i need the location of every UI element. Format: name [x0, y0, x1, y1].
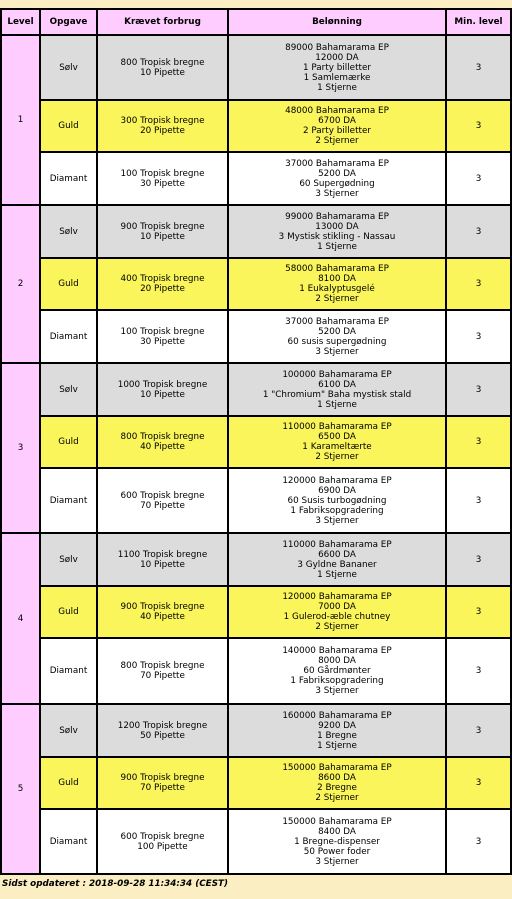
table-header-row	[1, 9, 511, 35]
forbrug-cell	[97, 586, 228, 638]
table-row	[1, 586, 511, 638]
belonning-line: 3 Gyldne Bananer	[297, 559, 377, 570]
table-row	[1, 533, 511, 586]
belonning-cell	[228, 809, 446, 874]
table-row	[1, 416, 511, 468]
belonning-line: 1 Fabriksopgradering	[290, 505, 384, 516]
forbrug-line: 100 Tropisk bregne	[120, 168, 205, 179]
belonning-cell	[228, 468, 446, 533]
belonning-line: 2 Stjerner	[315, 793, 359, 803]
belonning-line: 1 Stjerne	[317, 740, 357, 751]
table-row	[1, 704, 511, 757]
belonning-line: 2 Party billetter	[302, 126, 372, 136]
forbrug-line: 400 Tropisk bregne	[120, 274, 205, 284]
belonning-line: 2 Stjerner	[315, 136, 359, 146]
belonning-cell	[228, 205, 446, 258]
belonning-line: 1 Stjerne	[317, 399, 357, 410]
belonning-line: 110000 Bahamarama EP	[282, 422, 392, 432]
forbrug-line: 300 Tropisk bregne	[120, 116, 205, 126]
min-level-cell: 3	[446, 586, 511, 638]
forbrug-line: 70 Pipette	[140, 500, 185, 511]
belonning-line: 160000 Bahamarama EP	[282, 710, 392, 721]
table-row	[1, 205, 511, 258]
belonning-line: 1 Bregne-dispenser	[294, 836, 380, 847]
header-kraevet-forbrug: Krævet forbrug	[97, 9, 228, 35]
opgave-cell: Sølv	[40, 363, 97, 416]
opgave-cell: Sølv	[40, 205, 97, 258]
forbrug-line: 600 Tropisk bregne	[120, 490, 205, 501]
belonning-line: 3 Mystisk stikling - Nassau	[278, 231, 396, 242]
belonning-line: 8000 DA	[318, 656, 356, 666]
belonning-cell	[228, 586, 446, 638]
belonning-line: 8100 DA	[318, 274, 356, 284]
opgave-cell: Sølv	[40, 533, 97, 586]
table-row	[1, 363, 511, 416]
belonning-line: 120000 Bahamarama EP	[282, 475, 392, 486]
table-row	[1, 809, 511, 874]
belonning-line: 1 Eukalyptusgelé	[299, 284, 375, 294]
header-belonning: Belønning	[228, 9, 446, 35]
belonning-line: 3 Stjerner	[315, 346, 359, 357]
table-row	[1, 152, 511, 205]
belonning-cell	[228, 757, 446, 809]
belonning-line: 150000 Bahamarama EP	[282, 816, 392, 827]
belonning-line: 3 Stjerner	[315, 188, 359, 199]
min-level-cell: 3	[446, 35, 511, 100]
belonning-line: 120000 Bahamarama EP	[282, 592, 392, 602]
belonning-line: 6900 DA	[318, 485, 356, 496]
min-level-cell: 3	[446, 205, 511, 258]
belonning-line: 2 Stjerner	[315, 294, 359, 304]
forbrug-line: 900 Tropisk bregne	[120, 221, 205, 232]
opgave-cell: Guld	[40, 416, 97, 468]
forbrug-cell	[97, 363, 228, 416]
belonning-line: 60 susis supergødning	[287, 336, 387, 347]
forbrug-line: 10 Pipette	[140, 559, 185, 570]
min-level-cell: 3	[446, 809, 511, 874]
forbrug-line: 70 Pipette	[140, 671, 185, 681]
min-level-cell: 3	[446, 416, 511, 468]
table-body	[1, 35, 511, 874]
forbrug-line: 20 Pipette	[140, 126, 185, 136]
level-cell: 5	[1, 704, 40, 874]
belonning-line: 3 Stjerner	[315, 856, 359, 867]
min-level-cell: 3	[446, 363, 511, 416]
forbrug-line: 800 Tropisk bregne	[120, 57, 205, 68]
belonning-cell	[228, 152, 446, 205]
belonning-line: 140000 Bahamarama EP	[282, 646, 392, 656]
level-cell: 2	[1, 205, 40, 363]
forbrug-line: 100 Pipette	[137, 841, 188, 852]
belonning-line: 1 Gulerod-æble chutney	[283, 612, 391, 622]
belonning-line: 3 Stjerner	[315, 515, 359, 526]
forbrug-cell	[97, 809, 228, 874]
forbrug-cell	[97, 704, 228, 757]
belonning-line: 1 Stjerne	[317, 241, 357, 252]
belonning-line: 13000 DA	[315, 221, 359, 232]
forbrug-line: 100 Tropisk bregne	[120, 326, 205, 337]
belonning-cell	[228, 35, 446, 100]
belonning-line: 5200 DA	[318, 168, 356, 179]
belonning-line: 37000 Bahamarama EP	[285, 158, 389, 169]
belonning-line: 2 Bregne	[317, 783, 357, 793]
header-min-level: Min. level	[446, 9, 511, 35]
belonning-line: 50 Power foder	[303, 846, 371, 857]
opgave-cell: Diamant	[40, 310, 97, 363]
forbrug-cell	[97, 533, 228, 586]
belonning-cell	[228, 363, 446, 416]
min-level-cell: 3	[446, 100, 511, 152]
belonning-line: 58000 Bahamarama EP	[285, 264, 389, 274]
belonning-line: 3 Stjerner	[315, 686, 359, 696]
belonning-line: 1 "Chromium" Baha mystisk stald	[262, 389, 412, 400]
table-row	[1, 35, 511, 100]
forbrug-line: 900 Tropisk bregne	[120, 602, 205, 612]
opgave-cell: Diamant	[40, 468, 97, 533]
table-row	[1, 757, 511, 809]
min-level-cell: 3	[446, 310, 511, 363]
belonning-line: 1 Party billetter	[302, 62, 372, 73]
table-row	[1, 258, 511, 310]
belonning-line: 12000 DA	[315, 52, 359, 63]
opgave-cell: Guld	[40, 757, 97, 809]
min-level-cell: 3	[446, 704, 511, 757]
forbrug-cell	[97, 258, 228, 310]
forbrug-line: 1200 Tropisk bregne	[117, 720, 208, 731]
forbrug-cell	[97, 310, 228, 363]
belonning-line: 110000 Bahamarama EP	[282, 539, 392, 550]
level-cell: 4	[1, 533, 40, 704]
level-cell: 3	[1, 363, 40, 533]
belonning-line: 2 Stjerner	[315, 622, 359, 632]
table-row	[1, 638, 511, 704]
belonning-line: 60 Supergødning	[299, 178, 375, 189]
forbrug-line: 50 Pipette	[140, 730, 185, 741]
opgave-cell: Diamant	[40, 809, 97, 874]
forbrug-line: 40 Pipette	[140, 612, 185, 622]
belonning-cell	[228, 310, 446, 363]
belonning-line: 2 Stjerner	[315, 452, 359, 462]
opgave-cell: Diamant	[40, 638, 97, 704]
belonning-line: 6600 DA	[318, 549, 356, 560]
min-level-cell: 3	[446, 258, 511, 310]
belonning-line: 8400 DA	[318, 826, 356, 837]
belonning-line: 100000 Bahamarama EP	[282, 369, 392, 380]
min-level-cell: 3	[446, 533, 511, 586]
belonning-line: 150000 Bahamarama EP	[282, 763, 392, 773]
forbrug-line: 1000 Tropisk bregne	[117, 379, 208, 390]
opgave-cell: Sølv	[40, 35, 97, 100]
table-row	[1, 468, 511, 533]
forbrug-line: 800 Tropisk bregne	[120, 661, 205, 671]
forbrug-line: 10 Pipette	[140, 231, 185, 242]
belonning-cell	[228, 638, 446, 704]
table-row	[1, 310, 511, 363]
belonning-line: 89000 Bahamarama EP	[285, 42, 389, 53]
belonning-line: 6500 DA	[318, 432, 356, 442]
belonning-line: 60 Gårdmønter	[303, 666, 371, 676]
forbrug-line: 10 Pipette	[140, 389, 185, 400]
opgave-cell: Guld	[40, 586, 97, 638]
forbrug-line: 20 Pipette	[140, 284, 185, 294]
forbrug-line: 30 Pipette	[140, 178, 185, 189]
min-level-cell: 3	[446, 757, 511, 809]
header-level: Level	[1, 9, 40, 35]
forbrug-cell	[97, 638, 228, 704]
forbrug-line: 900 Tropisk bregne	[120, 773, 205, 783]
belonning-line: 48000 Bahamarama EP	[285, 106, 389, 116]
belonning-line: 99000 Bahamarama EP	[285, 211, 389, 222]
belonning-line: 60 Susis turbogødning	[287, 495, 387, 506]
level-cell: 1	[1, 35, 40, 205]
forbrug-cell	[97, 757, 228, 809]
forbrug-line: 70 Pipette	[140, 783, 185, 793]
opgave-cell: Guld	[40, 100, 97, 152]
belonning-line: 1 Stjerne	[317, 82, 357, 93]
opgave-cell: Sølv	[40, 704, 97, 757]
belonning-line: 1 Fabriksopgradering	[290, 676, 384, 686]
forbrug-line: 30 Pipette	[140, 336, 185, 347]
header-opgave: Opgave	[40, 9, 97, 35]
forbrug-line: 1100 Tropisk bregne	[117, 549, 208, 560]
forbrug-cell	[97, 152, 228, 205]
belonning-cell	[228, 100, 446, 152]
table-row	[1, 100, 511, 152]
belonning-line: 5200 DA	[318, 326, 356, 337]
belonning-line: 37000 Bahamarama EP	[285, 316, 389, 327]
belonning-cell	[228, 533, 446, 586]
min-level-cell: 3	[446, 152, 511, 205]
belonning-cell	[228, 416, 446, 468]
min-level-cell: 3	[446, 638, 511, 704]
belonning-line: 1 Samlemærke	[303, 72, 371, 83]
forbrug-line: 800 Tropisk bregne	[120, 432, 205, 442]
belonning-line: 9200 DA	[318, 720, 356, 731]
forbrug-line: 600 Tropisk bregne	[120, 831, 205, 842]
forbrug-cell	[97, 100, 228, 152]
min-level-cell: 3	[446, 468, 511, 533]
belonning-line: 1 Stjerne	[317, 569, 357, 580]
belonning-line: 6100 DA	[318, 379, 356, 390]
belonning-cell	[228, 258, 446, 310]
reward-table	[0, 8, 512, 875]
belonning-line: 1 Karameltærte	[302, 442, 372, 452]
belonning-line: 8600 DA	[318, 773, 356, 783]
forbrug-cell	[97, 468, 228, 533]
forbrug-cell	[97, 35, 228, 100]
opgave-cell: Diamant	[40, 152, 97, 205]
forbrug-cell	[97, 205, 228, 258]
belonning-line: 1 Bregne	[317, 730, 357, 741]
forbrug-line: 10 Pipette	[140, 67, 185, 78]
forbrug-cell	[97, 416, 228, 468]
belonning-line: 7000 DA	[318, 602, 356, 612]
forbrug-line: 40 Pipette	[140, 442, 185, 452]
belonning-line: 6700 DA	[318, 116, 356, 126]
opgave-cell: Guld	[40, 258, 97, 310]
last-updated-note: Sidst opdateret : 2018-09-28 11:34:34 (CEST)	[2, 879, 229, 889]
belonning-cell	[228, 704, 446, 757]
